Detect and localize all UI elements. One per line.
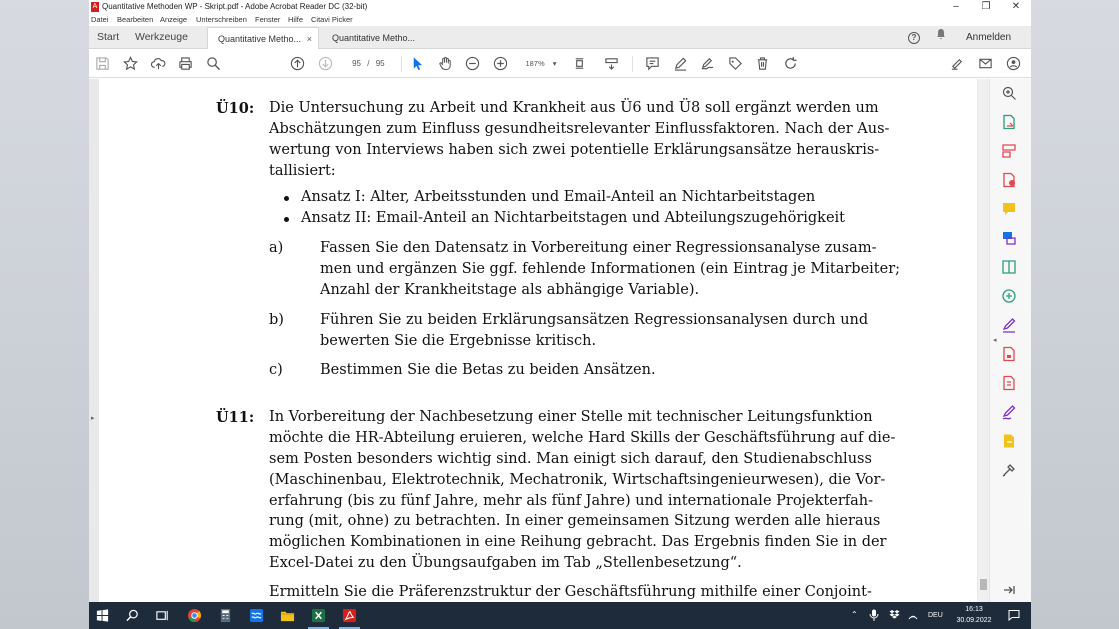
help-button[interactable] (908, 26, 920, 49)
compress-pdf-icon[interactable] (1001, 375, 1017, 391)
protect-icon[interactable] (1001, 346, 1017, 362)
vertical-scrollbar[interactable] (978, 79, 989, 602)
tab-document-label: Quantitative Metho... (218, 34, 302, 44)
pen-icon (673, 56, 688, 71)
sign-in-button[interactable]: Anmelden (966, 32, 1012, 43)
main-toolbar (89, 49, 1031, 78)
menu-datei[interactable]: Datei (91, 15, 109, 24)
dropbox-icon[interactable] (889, 610, 900, 622)
cloud-upload-icon (151, 56, 166, 71)
send-for-review-icon[interactable] (1001, 433, 1017, 449)
upload-cloud-button[interactable] (150, 55, 167, 72)
comment-button[interactable] (644, 55, 661, 72)
menu-unterschreiben[interactable]: Unterschreiben (196, 15, 247, 24)
chevron-up-icon[interactable]: ⌃ (851, 610, 858, 619)
menu-fenster[interactable]: Fenster (255, 15, 281, 24)
plus-circle-icon (493, 56, 508, 71)
zoom-in-button[interactable] (492, 55, 509, 72)
left-pane-expand-icon[interactable]: ▸ (91, 415, 95, 422)
help-icon: ? (908, 32, 920, 44)
email-button[interactable] (977, 55, 994, 72)
search-button[interactable] (205, 55, 222, 72)
bell-icon (935, 28, 947, 40)
paragraph-line: möchte die HR-Abteilung eruieren, welche Hard Skills der Geschäftsführung auf die- (269, 430, 896, 446)
task-view-icon[interactable] (155, 608, 170, 623)
tab-bar (89, 26, 1031, 49)
menu-bar (89, 14, 1031, 26)
paragraph-line: möglichen Kombinationen in eine Reihung gebracht. Das Ergebnis finden Sie in der (269, 534, 887, 550)
wave-app-icon[interactable] (249, 608, 264, 623)
collapse-panel-icon[interactable] (1001, 582, 1017, 598)
search-taskbar-icon[interactable] (125, 608, 140, 623)
arrow-up-circle-icon (290, 56, 305, 71)
select-tool-button[interactable] (409, 55, 426, 72)
zoom-level-value: 187% (525, 59, 545, 68)
search-icon (206, 56, 221, 71)
fit-page-icon (572, 56, 587, 71)
window-title: Quantitative Methoden WP - Skript.pdf - Adobe Acrobat Reader DC (32-bit) (102, 2, 368, 11)
printer-icon (178, 56, 193, 71)
item-text-line: Fassen Sie den Datensatz in Vorbereitung einer Regressionsanalyse zusam- (320, 240, 877, 256)
windows-start-icon[interactable] (95, 608, 110, 623)
menu-hilfe[interactable]: Hilfe (288, 15, 304, 24)
chrome-icon[interactable] (187, 608, 202, 623)
previous-page-button[interactable] (289, 55, 306, 72)
arrow-down-circle-icon (318, 56, 333, 71)
paragraph-line: wertung von Interviews haben sich zwei potentielle Erklärungsansätze herauskris- (269, 142, 880, 158)
combine-files-icon[interactable] (1001, 230, 1017, 246)
tag-icon (728, 56, 743, 71)
close-tab-icon[interactable]: × (306, 34, 312, 44)
comment-icon (645, 56, 660, 71)
highlight-button[interactable] (672, 55, 689, 72)
paragraph-line: Abschätzungen zum Einfluss gesundheitsrelevanter Einflussfaktoren. Nach der Aus- (269, 121, 890, 137)
bullet-point (284, 217, 289, 222)
zoom-level-select[interactable] (521, 57, 561, 71)
paragraph-line: erfahrung (bis zu fünf Jahre, mehr als fünf Jahre) und internationale Projekterfah- (269, 493, 874, 509)
menu-bearbeiten[interactable]: Bearbeiten (117, 15, 154, 24)
acrobat-taskbar-icon[interactable] (342, 608, 357, 623)
paragraph-line: rung (mit, ohne) zu betrachten. In einer gemeinsamen Sitzung werden alle hieraus (269, 513, 881, 529)
minus-circle-icon (465, 56, 480, 71)
desktop-background-right (1031, 0, 1119, 629)
item-text-line: Bestimmen Sie die Betas zu beiden Ansätzen. (320, 362, 656, 378)
clock-date[interactable]: 30.09.2022 (956, 617, 992, 624)
star-icon (123, 56, 138, 71)
tab-document-label: Quantitative Metho... (332, 33, 416, 43)
save-button[interactable] (94, 55, 111, 72)
system-tray (849, 602, 1029, 629)
item-label-a: a) (269, 240, 284, 256)
paragraph-line: sem Posten besonders wichtig sind. Man einigt sich darauf, den Studienabschluss (269, 451, 872, 467)
item-label-b: b) (269, 312, 284, 328)
fill-sign-button[interactable] (949, 55, 966, 72)
network-icon[interactable] (907, 609, 919, 623)
request-signature-icon[interactable] (1001, 404, 1017, 420)
document-viewport[interactable] (89, 79, 989, 602)
right-pane-collapse-icon[interactable]: ◂ (993, 337, 997, 344)
scroll-mode-icon (604, 56, 619, 71)
tab-document-2[interactable] (322, 27, 434, 49)
delete-button[interactable] (754, 55, 771, 72)
scan-ocr-icon[interactable] (1001, 288, 1017, 304)
item-label-c: c) (269, 362, 283, 378)
pencil-draw-icon (700, 56, 715, 71)
toolbar-separator (632, 56, 633, 72)
fit-page-button[interactable] (571, 55, 588, 72)
more-tools-icon[interactable] (1001, 462, 1017, 478)
create-pdf-icon[interactable] (1001, 172, 1017, 188)
page-separator: / (367, 59, 370, 68)
save-icon (95, 56, 110, 71)
hand-tool-button[interactable] (437, 55, 454, 72)
cursor-arrow-icon (410, 56, 425, 71)
print-button[interactable] (177, 55, 194, 72)
mail-icon (978, 56, 993, 71)
notification-center-icon[interactable] (1008, 609, 1020, 623)
exercise-label-u11: Ü11: (216, 409, 255, 426)
menu-citavi-picker[interactable]: Citavi Picker (311, 15, 353, 24)
next-page-button[interactable] (317, 55, 334, 72)
bullet-text: Ansatz I: Alter, Arbeitsstunden und Email-Anteil an Nichtarbeitstagen (301, 189, 816, 205)
fill-sign-tool-icon[interactable] (1001, 317, 1017, 333)
bookmark-star-button[interactable] (122, 55, 139, 72)
rotate-icon (783, 56, 798, 71)
tab-document-active[interactable] (207, 27, 319, 49)
tab-start[interactable]: Start (97, 31, 120, 43)
microphone-icon[interactable] (869, 609, 879, 623)
stamp-button[interactable] (727, 55, 744, 72)
notifications-button[interactable] (935, 26, 947, 49)
pdf-page (99, 79, 977, 602)
tab-tools[interactable]: Werkzeuge (135, 31, 188, 43)
total-pages: 95 (375, 59, 385, 68)
paragraph-line: tallisiert: (269, 163, 336, 179)
right-tools-panel (989, 79, 1031, 602)
acrobat-window (89, 0, 1031, 629)
current-page-input[interactable]: 95 (352, 59, 361, 68)
item-text-line: Anzahl der Krankheitstage als abhängige Variable). (320, 282, 700, 298)
share-button[interactable] (1005, 55, 1022, 72)
exercise-label-u10: Ü10: (216, 100, 255, 117)
page-navigator (341, 57, 385, 71)
menu-anzeige[interactable]: Anzeige (160, 15, 188, 24)
edit-pdf-icon[interactable] (1001, 259, 1017, 275)
toolbar-separator (401, 56, 402, 72)
sign-pen-icon (950, 56, 965, 71)
calculator-icon[interactable] (218, 608, 233, 623)
export-pdf-icon[interactable] (1001, 114, 1017, 130)
desktop-background-left (0, 0, 89, 629)
paragraph-line: (Maschinenbau, Elektrotechnik, Mechatronik, Wirtschaftsingenieurwesen), die Vor- (269, 472, 886, 488)
zoom-tool-icon[interactable] (1001, 85, 1017, 101)
share-user-icon (1006, 56, 1021, 71)
paragraph-line: Die Untersuchung zu Arbeit und Krankheit aus Ü6 und Ü8 soll ergänzt werden um (269, 100, 879, 116)
file-explorer-icon[interactable] (280, 608, 295, 623)
organize-pages-icon[interactable] (1001, 143, 1017, 159)
paragraph-line-partial: Ermitteln Sie die Präferenzstruktur der Geschäftsführung mithilfe einer Conjoint- (269, 584, 872, 600)
comment-tool-icon[interactable] (1001, 201, 1017, 217)
draw-button[interactable] (699, 55, 716, 72)
chevron-down-icon: ▾ (552, 59, 557, 68)
bullet-text: Ansatz II: Email-Anteil an Nichtarbeitstagen und Abteilungszugehörigkeit (301, 210, 846, 226)
language-indicator[interactable]: DEU (928, 612, 943, 619)
paragraph-line: In Vorbereitung der Nachbesetzung einer Stelle mit technischer Leitungsfunktion (269, 409, 873, 425)
paragraph-line: Excel-Datei zu den Übungsaufgaben im Tab „Stellenbesetzung“. (269, 555, 742, 571)
zoom-out-button[interactable] (464, 55, 481, 72)
item-text-line: Führen Sie zu beiden Erklärungsansätzen Regressionsanalysen durch und (320, 312, 869, 328)
excel-icon[interactable] (311, 608, 326, 623)
clock-time[interactable]: 16:13 (965, 606, 983, 613)
item-text-line: bewerten Sie die Ergebnisse kritisch. (320, 333, 597, 349)
acrobat-app-icon: A (92, 3, 98, 10)
item-text-line: men und ergänzen Sie ggf. fehlende Informationen (ein Eintrag je Mitarbeiter; (320, 261, 901, 277)
close-window-button[interactable]: ✕ (1011, 1, 1021, 12)
scrollbar-thumb[interactable] (980, 579, 987, 590)
title-bar (89, 0, 1031, 14)
trash-icon (755, 56, 770, 71)
rotate-button[interactable] (782, 55, 799, 72)
bullet-point (284, 196, 289, 201)
scroll-mode-button[interactable] (603, 55, 620, 72)
windows-taskbar (89, 602, 1031, 629)
maximize-button[interactable]: ❐ (981, 1, 991, 12)
minimize-button[interactable]: – (953, 1, 959, 12)
hand-icon (438, 56, 453, 71)
